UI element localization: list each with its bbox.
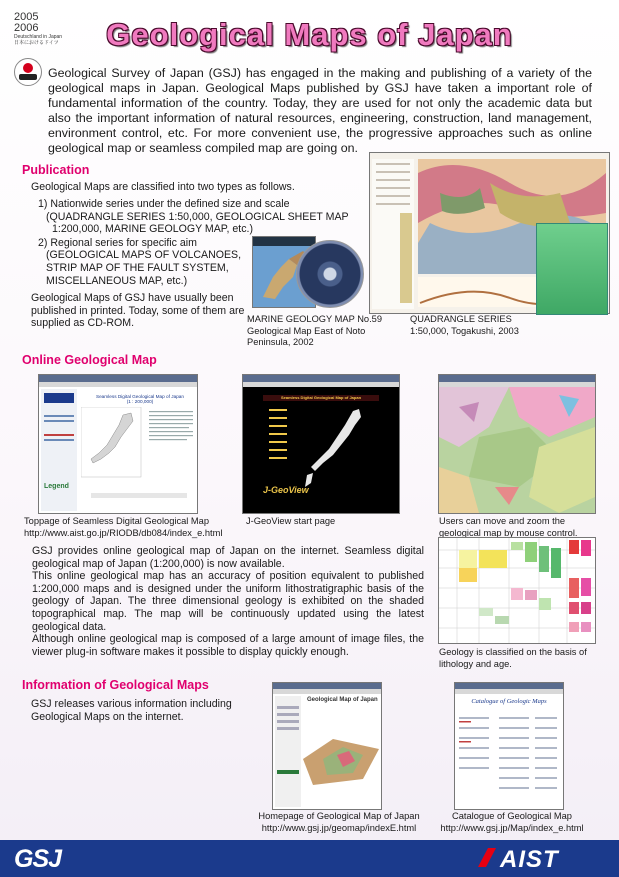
item2-line2: (GEOLOGICAL MAPS OF VOLCANOES, <box>46 249 242 262</box>
online-para-1: GSJ provides online geological map of Japan on the internet. Seamless digital geological map of Japan (1:200,000) is now available. <box>32 545 424 570</box>
homepage-caption-line1: Homepage of Geological Map of Japan <box>258 811 420 821</box>
aist-logo: AIST <box>500 846 559 873</box>
zoomed-map-screenshot <box>438 374 596 514</box>
legend-caption-line1: Geology is classified on the basis of <box>439 647 587 657</box>
gsj-logo: GSJ <box>14 845 62 873</box>
legend-chart-image <box>438 537 596 644</box>
japan-outline-map <box>81 407 197 511</box>
catalogue-caption-line2: http://www.gsj.jp/Map/index_e.html <box>440 822 584 833</box>
publication-lead: Geological Maps are classified into two types as follows. <box>31 181 295 193</box>
item1-line2: (QUADRANGLE SERIES 1:50,000, GEOLOGICAL SHEET MAP <box>46 210 349 223</box>
jgeoview-screenshot <box>242 374 400 514</box>
seamless-screen-title-line2: (1 : 200,000) <box>126 399 154 404</box>
item2-line1: 2) Regional series for specific aim <box>38 236 197 249</box>
info-paragraph: GSJ releases various information including Geological Maps on the internet. <box>31 698 232 723</box>
online-para-3: Although online geological map is composed of a large amount of image files, the viewer plug-in software makes it possible to display quickly enough. <box>32 633 424 658</box>
quadrangle-booklet-cover <box>536 223 608 315</box>
jgeo-map <box>243 403 399 513</box>
quad-caption-line1: QUADRANGLE SERIES <box>410 314 512 324</box>
jgeo-titlebar <box>243 375 399 382</box>
logo-base <box>19 74 37 80</box>
catalogue-caption-line1: Catalogue of Geological Map <box>452 811 572 821</box>
homepage-caption-line2: http://www.gsj.jp/geomap/indexE.html <box>261 822 417 833</box>
item2-line3: STRIP MAP OF THE FAULT SYSTEM, <box>46 261 229 274</box>
cat-toolbar <box>455 689 563 694</box>
rising-sun-logo <box>14 58 42 86</box>
quadrangle-caption <box>410 314 560 337</box>
publication-note: Geological Maps of GSJ have usually been published in printed. Today, some of them are supplied as CD-ROM. <box>31 292 245 330</box>
seamless-caption <box>24 516 244 539</box>
aist-mark-icon <box>478 848 496 867</box>
info-heading: Information of Geological Maps <box>22 678 209 692</box>
legend-caption <box>439 647 609 670</box>
zoom-caption-line1: Users can move and zoom the <box>439 516 566 526</box>
catalogue-screenshot <box>454 682 564 810</box>
event-text: Deutschland in Japan <box>14 34 63 40</box>
seamless-screen-title-line1: Seamless Digital Geological Map of Japan <box>95 394 185 399</box>
publication-heading: Publication <box>22 163 90 177</box>
zoom-caption <box>439 516 609 539</box>
home-sidebar <box>275 696 301 807</box>
homepage-caption <box>254 811 424 834</box>
event-text-jp: 日本におけるドイツ <box>14 40 59 46</box>
catalogue-caption <box>432 811 592 834</box>
item1-line3: 1:200,000, MARINE GEOLOGY MAP, etc.) <box>52 223 253 236</box>
page-title: Geological Maps of Japan <box>106 17 513 52</box>
item2-line4: MISCELLANEOUS MAP, etc.) <box>46 274 188 287</box>
marine-caption-line3: Peninsula, 2002 <box>247 337 314 347</box>
online-heading: Online Geological Map <box>22 353 157 367</box>
zoom-titlebar <box>439 375 595 382</box>
item1-line1: 1) Nationwide series under the defined size and scale <box>38 198 290 210</box>
cd-rom-disc <box>296 240 364 308</box>
home-toolbar <box>273 689 381 694</box>
intro-paragraph: Geological Survey of Japan (GSJ) has engaged in the making and publishing of a variety of the geological maps in Japan. Geological Maps published by GSJ have taken a important role of fundamental information of the country. Today, they are used for not only the academic data but also the important information of natural resources, engineering, construction, land management, environment control, etc. For more convenient use, the progressive approaches such as online geological map or seamless compiled map are going on. <box>48 66 592 155</box>
zoom-caption-line2: geological map by mouse control. <box>439 527 578 538</box>
marine-caption-line2: Geological Map East of Noto <box>247 325 366 336</box>
jgeo-title-bar: Seamless Digital Geological Map of Japan <box>263 395 379 401</box>
seamless-screen-title <box>85 394 195 404</box>
marine-caption-line1: MARINE GEOLOGY MAP No.59 <box>247 314 383 324</box>
seamless-caption-line1: Toppage of Seamless Digital Geological Map <box>24 516 210 526</box>
lithology-age-chart <box>439 538 595 643</box>
seamless-legend-label: Legend <box>44 483 69 490</box>
jgeoview-caption: J-GeoView start page <box>246 516 336 526</box>
browser-titlebar <box>39 375 197 382</box>
year-end: 2006 <box>14 22 39 34</box>
online-para-2: This online geological map has an accuracy of position equivalent to published 1:200,000 maps and is designed under the uniform lithostratigraphic basis of the geology of Japan. The three dimensional geology is exhibited on the shaded topographical map. The map will be continuously updated using the latest geological data. <box>32 570 424 633</box>
browser-toolbar <box>39 382 197 387</box>
seamless-caption-line2: http://www.aist.go.jp/RIODB/db084/index_e.html <box>24 527 223 538</box>
marine-map-caption <box>247 314 407 349</box>
quad-caption-line2: 1:50,000, Togakushi, 2003 <box>410 325 519 336</box>
legend-caption-line2: lithology and age. <box>439 658 512 669</box>
sun-icon <box>23 63 33 73</box>
cat-screen-title: Catalogue of Geologic Maps <box>471 698 547 705</box>
catalogue-list <box>459 713 559 807</box>
home-3d-map <box>303 719 379 789</box>
seamless-sidebar <box>41 389 77 511</box>
svg-text:J-GeoView: J-GeoView <box>263 485 309 495</box>
zoomed-geology-map <box>439 387 595 513</box>
jgeo-toolbar <box>243 382 399 387</box>
home-screen-title: Geological Map of Japan <box>307 697 378 703</box>
online-description <box>32 545 424 658</box>
seamless-map-screenshot <box>38 374 198 514</box>
homepage-screenshot <box>272 682 382 810</box>
year-start: 2005 <box>14 11 39 23</box>
